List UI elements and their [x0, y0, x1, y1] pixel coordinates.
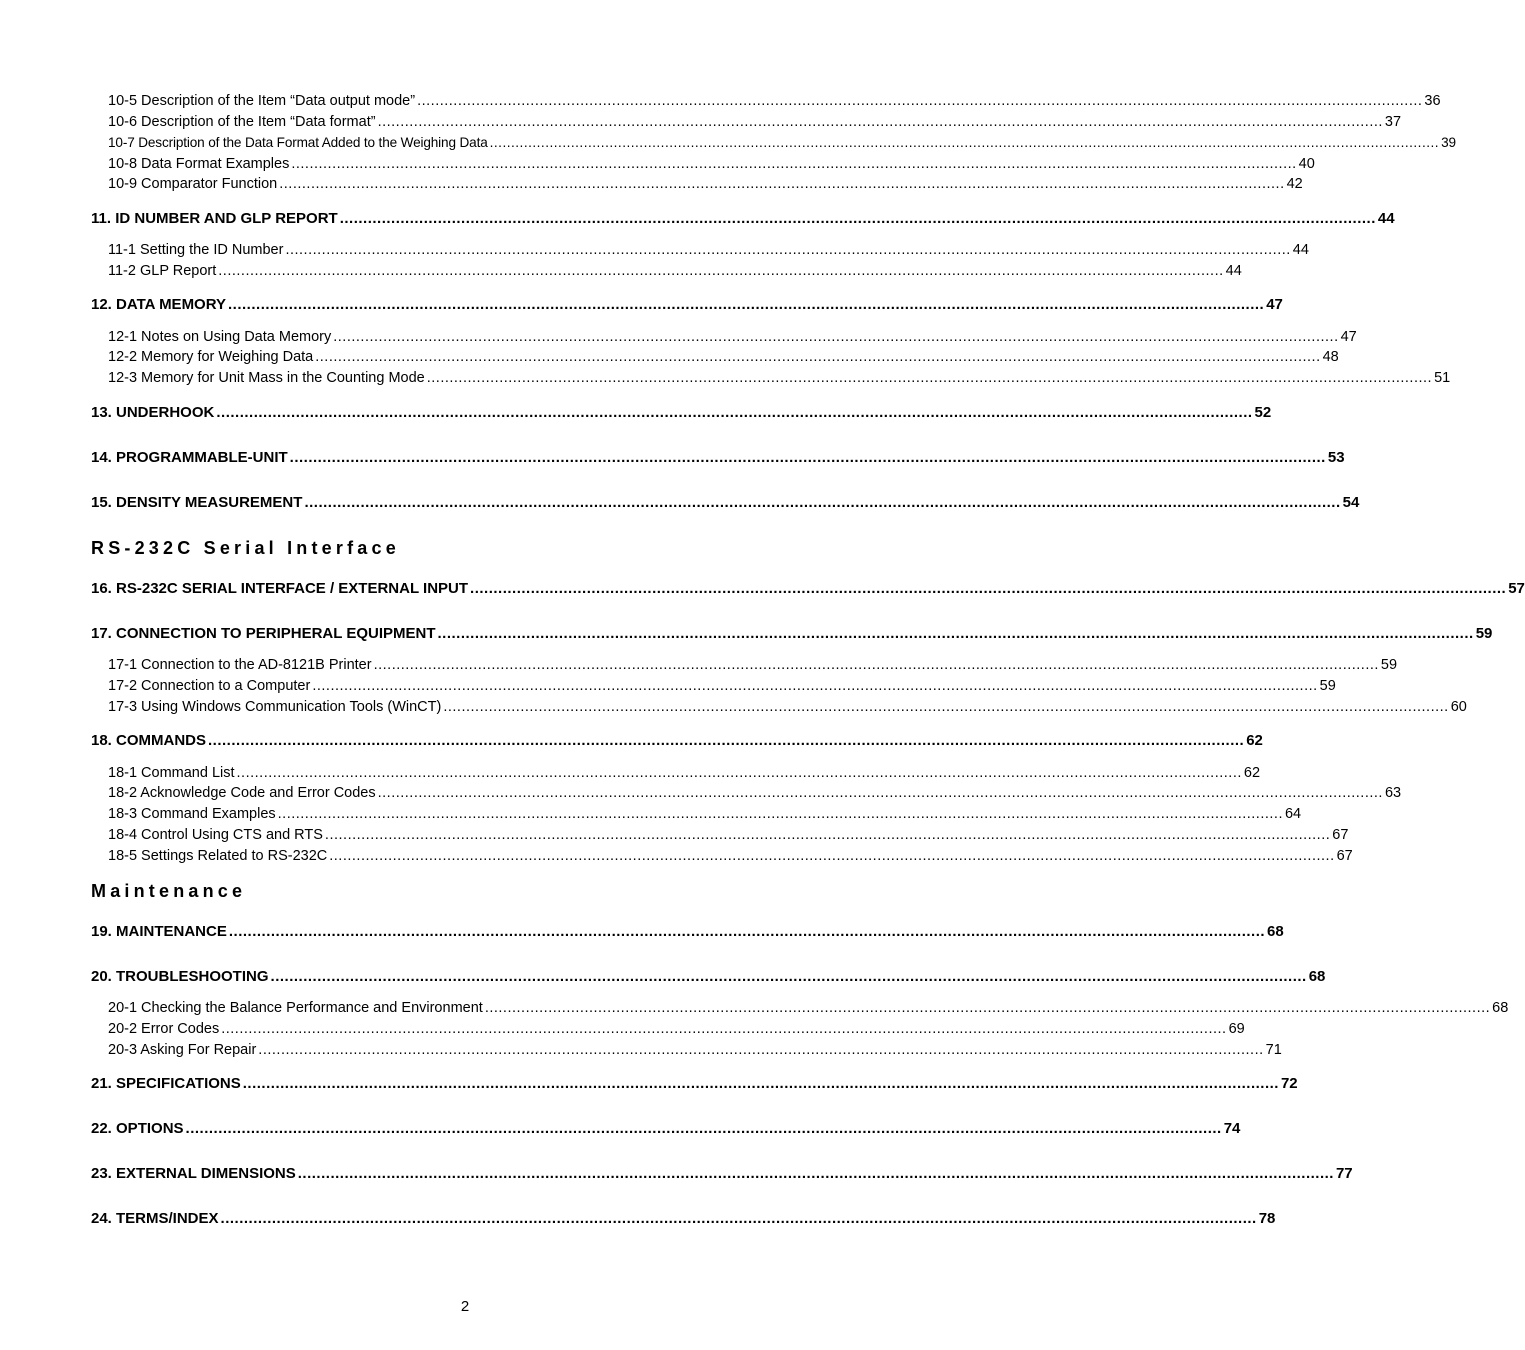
toc-chapter-title: 24. TERMS/INDEX	[91, 1210, 219, 1227]
toc-entry-page: 47	[1340, 329, 1357, 345]
dot-leader: ..............................................................................................................................................................................................................................	[333, 329, 1339, 345]
dot-leader: ..............................................................................................................................................................................................................................	[218, 263, 1224, 279]
dot-leader: ..............................................................................................................................................................................................................................	[221, 1021, 1227, 1037]
toc-chapter-page: 59	[1475, 625, 1493, 642]
toc-chapter-21[interactable]	[91, 1075, 1298, 1092]
dot-leader: ..............................................................................................................................................................................................................................	[312, 678, 1318, 694]
toc-chapter-title: 11. ID NUMBER AND GLP REPORT	[91, 210, 338, 227]
toc-chapter-page: 44	[1377, 210, 1395, 227]
toc-entry-11-1[interactable]	[108, 242, 1309, 258]
toc-entry-title: 11-2 GLP Report	[108, 263, 217, 279]
dot-leader: ..............................................................................................................................................................................................................................	[291, 156, 1297, 172]
toc-entry-title: 20-3 Asking For Repair	[108, 1042, 257, 1058]
toc-entry-10-9[interactable]	[108, 176, 1303, 192]
toc-entry-20-3[interactable]	[108, 1042, 1282, 1058]
toc-entry-18-1[interactable]	[108, 765, 1261, 781]
toc-entry-page: 71	[1265, 1042, 1282, 1058]
toc-chapter-page: 68	[1267, 923, 1284, 940]
dot-leader: ..............................................................................................................................................................................................................................	[270, 968, 1307, 985]
dot-leader: ..............................................................................................................................................................................................................................	[236, 765, 1242, 781]
section-title-maintenance: Maintenance	[91, 881, 247, 901]
toc-entry-page: 69	[1228, 1021, 1245, 1037]
toc-entry-18-3[interactable]	[108, 806, 1302, 822]
toc-chapter-page: 72	[1280, 1075, 1298, 1092]
toc-entry-12-3[interactable]	[108, 370, 1451, 386]
toc-chapter-title: 22. OPTIONS	[91, 1120, 184, 1137]
dot-leader: ..............................................................................................................................................................................................................................	[277, 806, 1283, 822]
section-title-rs232c: RS-232C Serial Interface	[91, 538, 400, 558]
toc-entry-title: 10-5 Description of the Item “Data output mode”	[108, 93, 416, 109]
toc-entry-title: 18-2 Acknowledge Code and Error Codes	[108, 785, 376, 801]
toc-entry-title: 18-5 Settings Related to RS-232C	[108, 848, 328, 864]
toc-entry-page: 44	[1225, 263, 1242, 279]
toc-chapter-page: 77	[1335, 1165, 1353, 1182]
toc-chapter-title: 17. CONNECTION TO PERIPHERAL EQUIPMENT	[91, 625, 436, 642]
toc-chapter-title: 20. TROUBLESHOOTING	[91, 968, 269, 985]
toc-chapter-title: 18. COMMANDS	[91, 732, 207, 749]
toc-entry-10-7[interactable]	[108, 135, 1456, 150]
toc-entry-11-2[interactable]	[108, 263, 1242, 279]
dot-leader: ..............................................................................................................................................................................................................................	[220, 1210, 1257, 1227]
toc-entry-page: 64	[1284, 806, 1302, 822]
dot-leader: ..............................................................................................................................................................................................................................	[489, 135, 1440, 150]
dot-leader: ..............................................................................................................................................................................................................................	[373, 657, 1379, 673]
toc-entry-page: 40	[1298, 156, 1315, 172]
toc-entry-10-6[interactable]	[108, 114, 1402, 130]
toc-chapter-page: 47	[1266, 296, 1283, 313]
toc-entry-title: 18-3 Command Examples	[108, 806, 276, 822]
toc-entry-page: 37	[1384, 114, 1402, 130]
toc-entry-title: 17-3 Using Windows Communication Tools (WinCT)	[108, 699, 442, 715]
toc-entry-page: 67	[1332, 827, 1349, 843]
dot-leader: ..............................................................................................................................................................................................................................	[443, 699, 1449, 715]
toc-entry-page: 44	[1292, 242, 1309, 258]
toc-entry-18-5[interactable]	[108, 848, 1353, 864]
toc-chapter-page: 52	[1254, 404, 1272, 421]
dot-leader: ..............................................................................................................................................................................................................................	[426, 370, 1433, 386]
toc-entry-title: 18-1 Command List	[108, 765, 235, 781]
dot-leader: ..............................................................................................................................................................................................................................	[228, 923, 1266, 940]
toc-chapter-22[interactable]	[91, 1120, 1241, 1137]
toc-entry-page: 36	[1424, 93, 1441, 109]
dot-leader: ..............................................................................................................................................................................................................................	[304, 494, 1341, 511]
toc-chapter-title: 23. EXTERNAL DIMENSIONS	[91, 1165, 296, 1182]
toc-entry-10-5[interactable]	[108, 93, 1441, 109]
toc-entry-title: 20-2 Error Codes	[108, 1021, 220, 1037]
toc-entry-12-1[interactable]	[108, 329, 1357, 345]
toc-chapter-18[interactable]	[91, 732, 1263, 749]
dot-leader: ..............................................................................................................................................................................................................................	[258, 1042, 1264, 1058]
toc-chapter-page: 68	[1308, 968, 1326, 985]
toc-chapter-19[interactable]	[91, 923, 1284, 940]
toc-chapter-23[interactable]	[91, 1165, 1353, 1182]
toc-entry-page: 67	[1336, 848, 1353, 864]
toc-entry-title: 10-7 Description of the Data Format Added to the Weighing Data	[108, 135, 488, 150]
toc-chapter-title: 19. MAINTENANCE	[91, 923, 227, 940]
toc-chapter-title: 15. DENSITY MEASUREMENT	[91, 494, 303, 511]
toc-entry-title: 18-4 Control Using CTS and RTS	[108, 827, 323, 843]
toc-entry-page: 68	[1492, 1000, 1509, 1016]
dot-leader: ..............................................................................................................................................................................................................................	[437, 625, 1474, 642]
dot-leader: ..............................................................................................................................................................................................................................	[484, 1000, 1491, 1016]
toc-entry-10-8[interactable]	[108, 156, 1315, 172]
dot-leader: ..............................................................................................................................................................................................................................	[315, 349, 1321, 365]
dot-leader: ..............................................................................................................................................................................................................................	[297, 1165, 1334, 1182]
toc-chapter-title: 21. SPECIFICATIONS	[91, 1075, 241, 1092]
dot-leader: ..............................................................................................................................................................................................................................	[324, 827, 1331, 843]
toc-entry-17-2[interactable]	[108, 678, 1336, 694]
toc-chapter-page: 74	[1223, 1120, 1241, 1137]
dot-leader: ..............................................................................................................................................................................................................................	[228, 296, 1265, 313]
toc-chapter-13[interactable]	[91, 404, 1272, 421]
dot-leader: ..............................................................................................................................................................................................................................	[329, 848, 1335, 864]
dot-leader: ..............................................................................................................................................................................................................................	[285, 242, 1291, 258]
toc-chapter-page: 57	[1508, 580, 1525, 597]
toc-chapter-page: 78	[1258, 1210, 1276, 1227]
toc-chapter-15[interactable]	[91, 494, 1360, 511]
toc-entry-20-2[interactable]	[108, 1021, 1245, 1037]
dot-leader: ..............................................................................................................................................................................................................................	[417, 93, 1423, 109]
toc-entry-18-4[interactable]	[108, 827, 1349, 843]
toc-entry-title: 10-9 Comparator Function	[108, 176, 278, 192]
toc-chapter-page: 62	[1246, 732, 1263, 749]
toc-chapter-title: 13. UNDERHOOK	[91, 404, 215, 421]
toc-entry-20-1[interactable]	[108, 1000, 1509, 1016]
toc-chapter-11[interactable]	[91, 210, 1395, 227]
toc-entry-18-2[interactable]	[108, 785, 1402, 801]
toc-entry-page: 51	[1434, 370, 1451, 386]
toc-entry-12-2[interactable]	[108, 349, 1339, 365]
toc-entry-title: 12-3 Memory for Unit Mass in the Counting Mode	[108, 370, 425, 386]
toc-entry-title: 17-1 Connection to the AD-8121B Printer	[108, 657, 372, 673]
toc-entry-page: 63	[1384, 785, 1402, 801]
toc-entry-title: 11-1 Setting the ID Number	[108, 242, 284, 258]
dot-leader: ..............................................................................................................................................................................................................................	[279, 176, 1285, 192]
dot-leader: ..............................................................................................................................................................................................................................	[216, 404, 1253, 421]
toc-entry-page: 60	[1450, 699, 1467, 715]
toc-chapter-16[interactable]	[91, 580, 1525, 597]
dot-leader: ..............................................................................................................................................................................................................................	[208, 732, 1245, 749]
toc-entry-page: 42	[1286, 176, 1303, 192]
toc-entry-title: 17-2 Connection to a Computer	[108, 678, 311, 694]
toc-entry-page: 39	[1441, 135, 1456, 150]
toc-chapter-12[interactable]	[91, 296, 1283, 313]
toc-chapter-page: 53	[1327, 449, 1345, 466]
toc-entry-title: 12-2 Memory for Weighing Data	[108, 349, 314, 365]
toc-chapter-20[interactable]	[91, 968, 1326, 985]
dot-leader: ..............................................................................................................................................................................................................................	[339, 210, 1376, 227]
toc-chapter-title: 12. DATA MEMORY	[91, 296, 227, 313]
toc-entry-page: 48	[1322, 349, 1339, 365]
dot-leader: ..............................................................................................................................................................................................................................	[289, 449, 1326, 466]
toc-entry-page: 62	[1243, 765, 1261, 781]
toc-entry-17-1[interactable]	[108, 657, 1398, 673]
toc-entry-title: 20-1 Checking the Balance Performance and Environment	[108, 1000, 483, 1016]
toc-entry-title: 12-1 Notes on Using Data Memory	[108, 329, 332, 345]
toc-entry-17-3[interactable]	[108, 699, 1467, 715]
dot-leader: ..............................................................................................................................................................................................................................	[242, 1075, 1279, 1092]
dot-leader: ..............................................................................................................................................................................................................................	[470, 580, 1507, 597]
dot-leader: ..............................................................................................................................................................................................................................	[185, 1120, 1222, 1137]
toc-chapter-17[interactable]	[91, 625, 1493, 642]
toc-chapter-page: 54	[1342, 494, 1360, 511]
dot-leader: ..............................................................................................................................................................................................................................	[377, 114, 1383, 130]
toc-entry-page: 59	[1319, 678, 1336, 694]
toc-entry-page: 59	[1380, 657, 1398, 673]
toc-entry-title: 10-6 Description of the Item “Data format”	[108, 114, 376, 130]
dot-leader: ..............................................................................................................................................................................................................................	[377, 785, 1383, 801]
toc-chapter-14[interactable]	[91, 449, 1345, 466]
toc-chapter-24[interactable]	[91, 1210, 1276, 1227]
toc-entry-title: 10-8 Data Format Examples	[108, 156, 290, 172]
toc-chapter-title: 14. PROGRAMMABLE-UNIT	[91, 449, 288, 466]
toc-chapter-title: 16. RS-232C SERIAL INTERFACE / EXTERNAL INPUT	[91, 580, 469, 597]
page-number: 2	[460, 1298, 470, 1315]
